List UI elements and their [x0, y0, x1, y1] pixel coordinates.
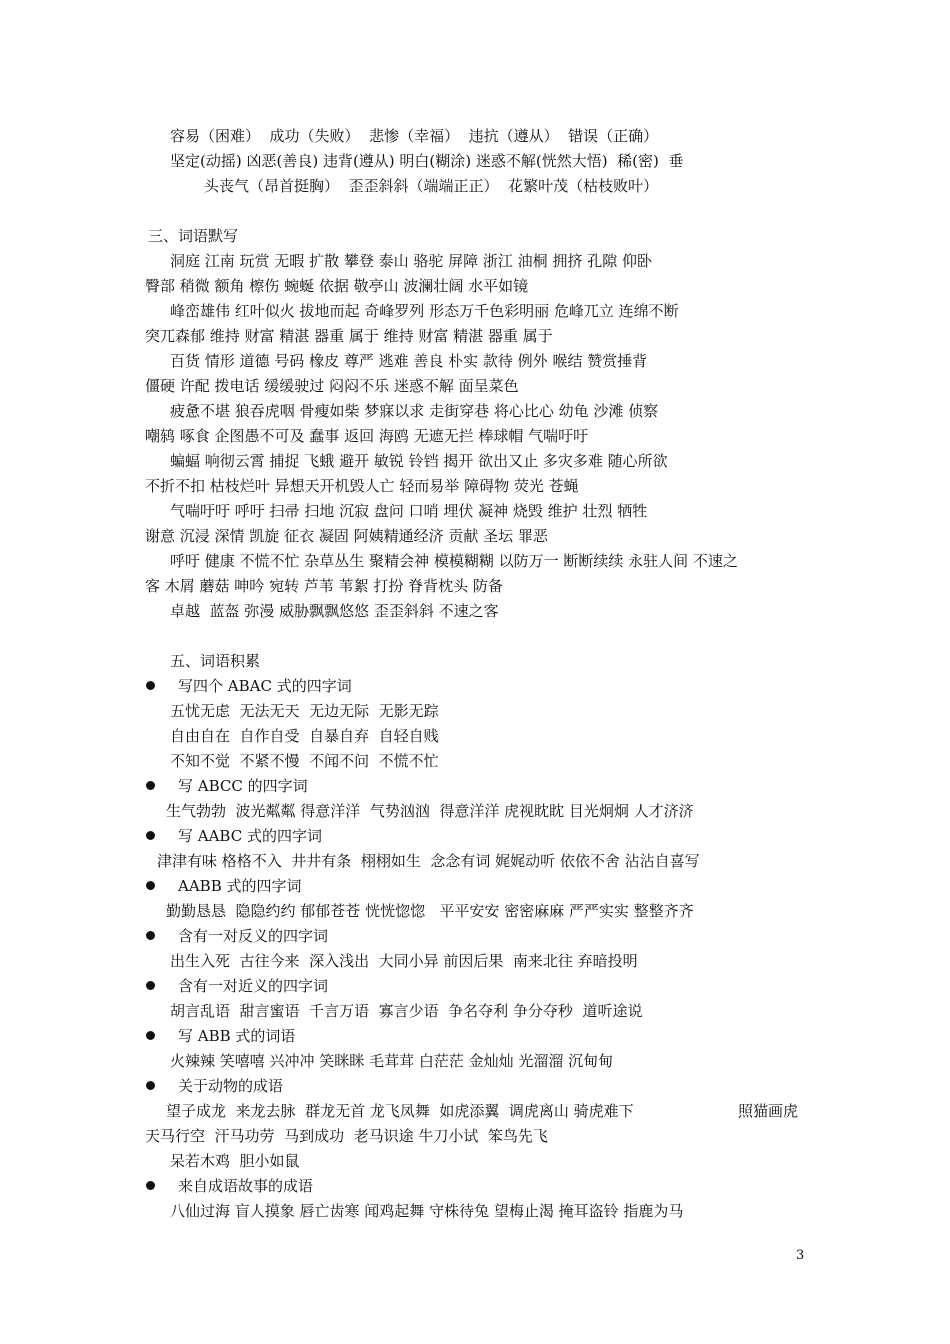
group-line: 呆若木鸡 胆小如鼠: [170, 1152, 300, 1170]
section3-line: 峰峦雄伟 红叶似火 拔地而起 奇峰罗列 形态万千色彩明丽 危峰兀立 连绵不断: [170, 302, 679, 320]
section3-line: 卓越 蓝盔 弥漫 威胁飘飘悠悠 歪歪斜斜 不速之客: [170, 602, 499, 620]
antonym-line-1: 容易（困难） 成功（失败） 悲惨（幸福） 违抗（遵从） 错误（正确）: [170, 127, 659, 145]
group-line: 望子成龙 来龙去脉 群龙无首 龙飞凤舞 如虎添翼 调虎离山 骑虎难下: [166, 1102, 634, 1120]
group-line: 生气勃勃 波光粼粼 得意洋洋 气势汹汹 得意洋洋 虎视眈眈 目光炯炯 人才济济: [166, 802, 694, 820]
section3-heading: 三、词语默写: [148, 227, 239, 245]
group-line: 津津有味 格格不入 井井有条 栩栩如生 念念有词 娓娓动听 依依不舍 沾沾自喜写: [157, 852, 700, 870]
group-line: 火辣辣 笑嘻嘻 兴冲冲 笑眯眯 毛茸茸 白茫茫 金灿灿 光溜溜 沉甸甸: [170, 1052, 614, 1070]
bullet-icon: [146, 681, 155, 690]
bullet-icon: [146, 931, 155, 940]
bullet-icon: [146, 981, 155, 990]
group-title: 写 ABB 式的词语: [178, 1027, 296, 1045]
section3-line: 不折不扣 枯枝烂叶 异想天开机毁人亡 轻而易举 障碍物 荧光 苍蝇: [145, 477, 579, 495]
section3-line: 洞庭 江南 玩赏 无暇 扩散 攀登 泰山 骆驼 屏障 浙江 油桐 拥挤 孔隙 仰卧: [170, 252, 652, 270]
group-line: 胡言乱语 甜言蜜语 千言万语 寡言少语 争名夺利 争分夺秒 道听途说: [170, 1002, 643, 1020]
section3-line: 谢意 沉浸 深情 凯旋 征衣 凝固 阿姨精通经济 贡献 圣坛 罪恶: [145, 527, 548, 545]
group-line: 八仙过海 盲人摸象 唇亡齿寒 闻鸡起舞 守株待兔 望梅止渴 掩耳盗铃 指鹿为马: [170, 1202, 684, 1220]
group-line: 照猫画虎: [738, 1102, 799, 1120]
group-title: 写 AABC 式的四字词: [178, 827, 322, 845]
bullet-icon: [146, 1031, 155, 1040]
bullet-icon: [146, 831, 155, 840]
group-line: 五忧无虑 无法无天 无边无际 无影无踪: [170, 702, 439, 720]
section3-line: 百货 情形 道德 号码 橡皮 尊严 逃难 善良 朴实 款待 例外 喉结 赞赏捶背: [170, 352, 648, 370]
section3-line: 疲惫不堪 狼吞虎咽 骨瘦如柴 梦寐以求 走街穿巷 将心比心 幼龟 沙滩 侦察: [170, 402, 659, 420]
bullet-icon: [146, 1181, 155, 1190]
group-title: 含有一对反义的四字词: [178, 927, 329, 945]
section5-heading: 五、词语积累: [170, 652, 261, 670]
page-number: 3: [796, 1248, 805, 1263]
antonym-line-2: 坚定(动摇) 凶恶(善良) 违背(遵从) 明白(糊涂) 迷惑不解(恍然大悟) 稀(密) 垂: [170, 152, 684, 170]
section3-line: 僵硬 许配 拨电话 缓缓驶过 闷闷不乐 迷惑不解 面呈菜色: [145, 377, 519, 395]
group-title: 写四个 ABAC 式的四字词: [178, 677, 352, 695]
section3-line: 呼吁 健康 不慌不忙 杂草丛生 聚精会神 模模糊糊 以防万一 断断续续 永驻人间 不速之: [170, 552, 738, 570]
section3-line: 嘲鸫 啄食 企图愚不可及 蠢事 返回 海鸥 无遮无拦 棒球帽 气喘吁吁: [145, 427, 589, 445]
group-title: 来自成语故事的成语: [178, 1177, 314, 1195]
antonym-line-3: 头丧气（昂首挺胸） 歪歪斜斜（端端正正） 花繁叶茂（枯枝败叶）: [204, 177, 659, 195]
bullet-icon: [146, 781, 155, 790]
bullet-icon: [146, 1081, 155, 1090]
group-line: 勤勤恳恳 隐隐约约 郁郁苍苍 恍恍惚惚 平平安安 密密麻麻 严严实实 整整齐齐: [166, 902, 694, 920]
group-title: 写 ABCC 的四字词: [178, 777, 308, 795]
group-line: 不知不觉 不紧不慢 不闻不问 不慌不忙: [170, 752, 439, 770]
section3-line: 气喘吁吁 呼吁 扫帚 扫地 沉寂 盘问 口哨 埋伏 凝神 烧毁 维护 壮烈 牺牲: [170, 502, 648, 520]
section3-line: 突兀森郁 维持 财富 精湛 器重 属于 维持 财富 精湛 器重 属于: [145, 327, 553, 345]
section3-line: 臀部 稍微 额角 檫伤 蜿蜒 依据 敬亭山 波澜壮阔 水平如镜: [145, 277, 529, 295]
section3-line: 客 木屑 蘑菇 呻吟 宛转 芦苇 苇絮 打扮 脊背枕头 防备: [145, 577, 503, 595]
group-line: 自由自在 自作自受 自暴自弃 自轻自贱: [170, 727, 439, 745]
group-line: 天马行空 汗马功劳 马到成功 老马识途 牛刀小试 笨鸟先飞: [145, 1127, 548, 1145]
bullet-icon: [146, 881, 155, 890]
group-title: 关于动物的成语: [178, 1077, 284, 1095]
group-title: AABB 式的四字词: [178, 877, 302, 895]
group-line: 出生入死 古往今来 深入浅出 大同小异 前因后果 南来北往 弃暗投明: [170, 952, 638, 970]
group-title: 含有一对近义的四字词: [178, 977, 329, 995]
section3-line: 蝙蝠 响彻云霄 捕捉 飞蛾 避开 敏锐 铃铛 揭开 欲出又止 多灾多难 随心所欲: [170, 452, 668, 470]
